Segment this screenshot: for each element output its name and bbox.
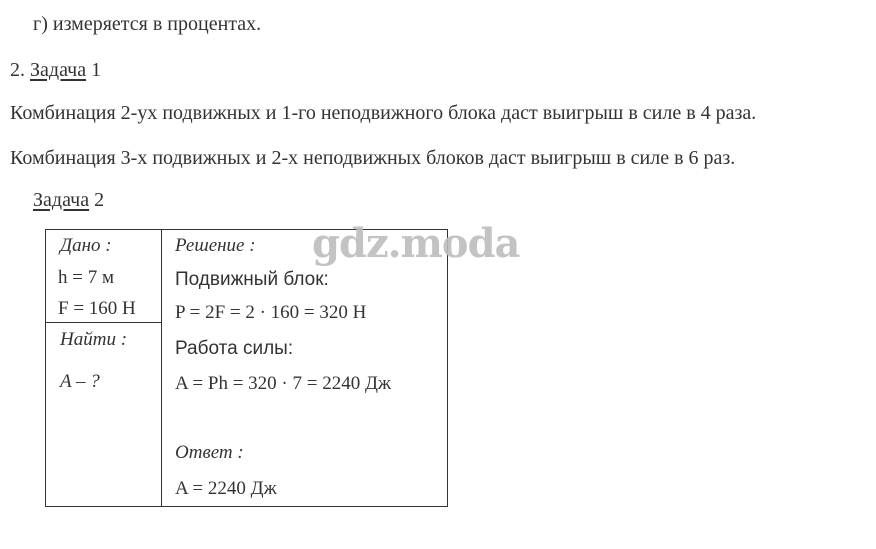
given-f: F = 160 Н [58,298,136,319]
given-h: h = 7 м [58,267,114,288]
solution-title: Решение : [175,235,256,256]
find-title: Найти : [60,329,128,350]
table-divider-vertical [161,229,162,506]
movable-block-label: Подвижный блок: [175,269,329,290]
option-d-text: г) измеряется в процентах. [33,13,262,35]
answer-title: Ответ : [175,442,244,463]
task1-line1: Комбинация 2-ух подвижных и 1-го неподвижного блока даст выигрыш в силе в 4 раза. [10,102,757,124]
watermark: gdz.moda [312,220,520,267]
task-number: 2 [94,189,105,211]
task-label: Задача [30,59,87,81]
task1-line2: Комбинация 3-х подвижных и 2-х неподвижных блоков даст выигрыш в силе в 6 раз. [10,147,736,169]
task-label: Задача [33,189,90,211]
given-title: Дано : [60,235,112,256]
equation-work: A = Ph = 320 · 7 = 2240 Дж [175,373,392,394]
equation-force: P = 2F = 2 · 160 = 320 Н [175,302,367,323]
answer-value: A = 2240 Дж [175,478,277,499]
table-divider-horizontal [45,322,162,323]
find-value: A – ? [60,371,100,392]
item-number: 2. [10,59,25,81]
work-label: Работа силы: [175,338,294,359]
task2-heading [33,188,104,212]
task-number: 1 [91,59,102,81]
task1-heading [10,58,101,82]
